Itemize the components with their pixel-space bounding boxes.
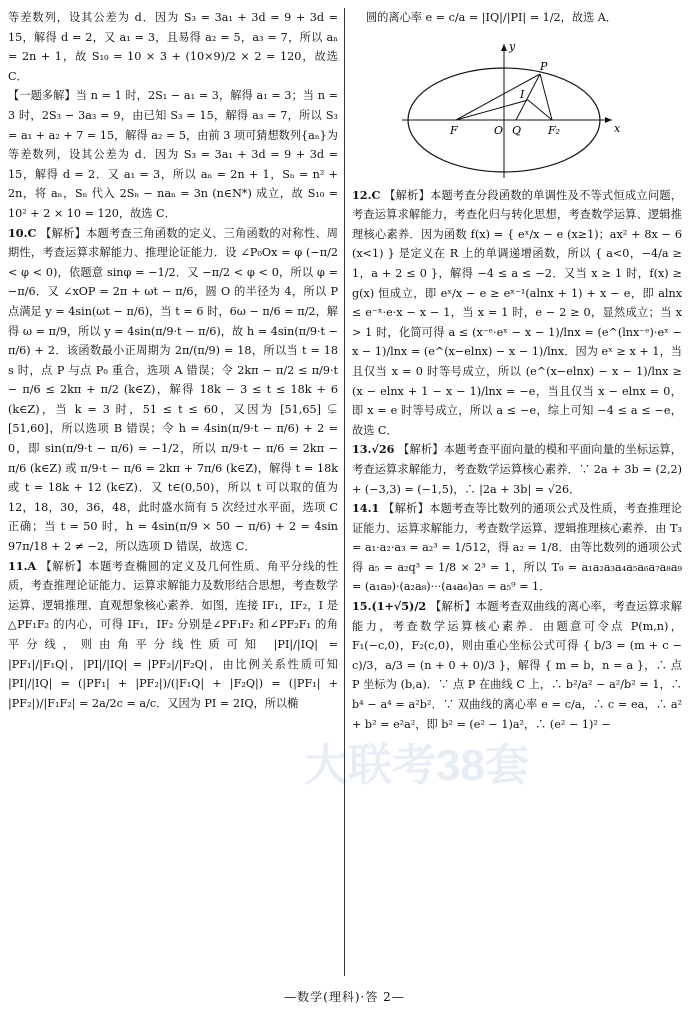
label-Q: Q bbox=[512, 123, 522, 137]
right-column bbox=[352, 8, 682, 734]
label-O: O bbox=[494, 123, 504, 137]
x-axis-arrow bbox=[605, 117, 612, 123]
paragraph-q15 bbox=[352, 597, 682, 734]
segment-IF2 bbox=[528, 100, 552, 120]
question-number-13: 13.√26 bbox=[352, 442, 395, 457]
left-column bbox=[8, 8, 338, 713]
label-F2: F₂ bbox=[548, 123, 561, 137]
paragraph-q9-solution: 等差数列，设其公差为 d．因为 S₃ = 3a₁ + 3d = 9 + 3d = 15，解得 d = 2，又 a₁ = 3，且易得 a₂ = 5，a₃ = 7，所以 aₙ = 2n + 1，故 S₁₀ = 10 × 3 + (10×9)/2 × 2 = 120，故选 C． bbox=[8, 11, 338, 83]
q12-text: 【解析】本题考查分段函数的单调性及不等式恒成立问题，考查运算求解能力，考查化归与转化思想，考查数学运算、逻辑推理核心素养．因为函数 f(x) = { eˣ/x − e (x≥1)；ax² + 8x − 6 (x<1) } 是定义在 R 上的单调递增函数，所以 { a<0，−4/a ≥ 1，a + 2 ≤ 0 }，解得 −4 ≤ a ≤ −2．又当 x ≥ 1 时，f(x) ≥ g(x) 恒成立，即 eˣ/x − e ≥ eˣ⁻¹(alnx + 1) + x − e，即 alnx ≤ e⁻ˣ·e·x − x − 1，当 x = 1 时，e − 2 ≥ 0，显然成立；当 x > 1 时，化简可得 a ≤ (x⁻ᵉ·eˣ − x − 1)/lnx = (e^(lnx⁻ᵉ)·eˣ − x − 1)/lnx = (e^(x−elnx) − x − 1)/lnx．因为 eˣ ≥ x + 1，当且仅当 x = 0 时等号成立，所以 (e^(x−elnx) − x − 1)/lnx ≥ (x − elnx + 1 − x − 1)/lnx = −e，当且仅当 x − elnx = 0，即 x = e 时等号成立，所以 a ≤ −e，综上可知 −4 ≤ a ≤ −e，故选 C． bbox=[352, 188, 682, 437]
segment-PF2 bbox=[540, 74, 552, 120]
page-footer: —数学(理科)·答 2— bbox=[284, 990, 405, 1004]
q13-text: 【解析】本题考查平面向量的模和平面向量的坐标运算，考查运算求解能力，考查数学运算核心素养．∵ 2a + 3b = (2,2) + (−3,3) = (−1,5)，∴ |2a + 3b| = √26． bbox=[352, 443, 682, 496]
q14-text: 【解析】本题考查等比数列的通项公式及性质，考查推理论证能力、运算求解能力，考查数学运算、逻辑推理核心素养．由 T₃ = a₁·a₂·a₃ = a₂³ = 1/512，得 a₂ = 1/8．由等比数列的通项公式得 a₅ = a₂q³ = 1/8 × 2³ = 1，所以 T₉ = a₁a₂a₃a₄a₅a₆a₇a₈a₉ = (a₁a₉)·(a₂a₈)···(a₄a₆)a₅ = a₅⁹ = 1． bbox=[352, 502, 682, 594]
paragraph-q9-alt: 【一题多解】当 n = 1 时，2S₁ − a₁ = 3，解得 a₁ = 3；当 n = 3 时，2S₃ − 3a₃ = 9，由已知 S₃ = 15，解得 a₃ = 7，所以 S₃ = a₁ + a₂ + 7 = 15，解得 a₂ = 5，由前 3 项可猜想数列{aₙ}为等差数列，设其公差为 d．因为 S₃ = 3a₁ + 3d = 9 + 3d = 15，解得 d = 2．又 a₁ = 3，所以 aₙ = 2n + 1，Sₙ = n² + 2n，将 aₙ，Sₙ 代入 2Sₙ − naₙ = 3n (n∈N*) 成立，故 S₁₀ = 10² + 2 × 10 = 120，故选 C． bbox=[8, 89, 338, 220]
label-F: F bbox=[450, 123, 458, 137]
question-number-10: 10.C bbox=[8, 225, 37, 240]
ellipse-figure bbox=[352, 30, 682, 180]
paragraph-q14 bbox=[352, 499, 682, 597]
paragraph-q12 bbox=[352, 186, 682, 441]
watermark-text: 大联考38套 bbox=[304, 741, 529, 790]
question-number-15: 15.(1+√5)/2 bbox=[352, 599, 427, 614]
y-axis-arrow bbox=[501, 44, 507, 51]
paragraph-q11-cont: 圆的离心率 e = c/a = |IQ|/|PI| = 1/2，故选 A． bbox=[366, 11, 618, 24]
q11-text: 【解析】本题考查椭圆的定义及几何性质、角平分线的性质，考查推理论证能力、运算求解能力及数形结合思想，考查数学运算、逻辑推理、直观想象核心素养．如图，连接 IF₁，IF₂，I 是△PF₁F₂ 的内心，可得 IF₁，IF₂ 分别是∠PF₁F₂ 和∠PF₂F₁ 的角平分线，则由角平分线性质可知 |PI|/|IQ| = |PF₁|/|F₁Q|，|PI|/|IQ| = |PF₂|/|F₂Q|，由比例关系性质可知 |PI|/|IQ| = (|PF₁| + |PF₂|)/(|F₁Q| + |F₂Q|) = (|PF₁| + |PF₂|)/|F₁F₂| = 2a/2c = a/c．又因为 PI = 2IQ，所以椭 bbox=[8, 559, 338, 710]
label-P: P bbox=[540, 59, 548, 73]
segment-F1P bbox=[456, 74, 540, 120]
q10-text: 【解析】本题考查三角函数的定义、三角函数的对称性、周期性，考查运算求解能力、推理论证能力．设 ∠P₀Ox = φ (−π/2 < φ < 0)，依题意 sinφ = −1/2．又 −π/2 < φ < 0，所以 φ = −π/6．又 ∠xOP = 2π + ωt − π/6，圆 O 的半径为 4，所以 P 点满足 y = 4sin(ωt − π/6)，当 t = 6 时，6ω − π/6 = π/2，解得 ω = π/9，所以 y = 4sin(π/9·t − π/6)，故 h = 4sin(π/9·t − π/6) + 2．该函数最小正周期为 2π/(π/9) = 18，所以当 t = 18 s 时，点 P 与点 P₀ 重合，选项 A 错误；令 2kπ − π/2 ≤ π/9·t − π/6 ≤ 2kπ + π/2 (k∈Z)，解得 18k − 3 ≤ t ≤ 18k + 6 (k∈Z)，当 k = 3 时，51 ≤ t ≤ 60，又因为 [51,65] ⊊ [51,60]，所以选项 B 错误；令 h = 4sin(π/9·t − π/6) + 2 = 0，即 sin(π/9·t − π/6) = −1/2，所以 π/9·t − π/6 = 2kπ − π/6 (k∈Z) 或 π/9·t − π/6 = 2kπ + 7π/6 (k∈Z)，解得 t = 18k 或 t = 18k + 12 (k∈Z)．又 t∈(0,50)，所以 t 可以取的值为 12，18，30，36，48，此时盛水筒有 5 次经过水平面，选项 C 正确；当 t = 50 时，h = 4sin(π/9 × 50 − π/6) + 2 = 4sin 97π/18 + 2 ≠ −2，所以选项 D 错误，故选 C． bbox=[8, 226, 338, 554]
paragraph-q10 bbox=[8, 224, 338, 557]
question-number-11: 11.A bbox=[8, 558, 37, 573]
question-number-14: 14.1 bbox=[352, 501, 380, 516]
label-y: y bbox=[509, 39, 516, 53]
label-x: x bbox=[614, 121, 621, 135]
label-I: I bbox=[520, 87, 525, 101]
paragraph-q13 bbox=[352, 440, 682, 499]
q15-text: 【解析】本题考查双曲线的离心率，考查运算求解能力，考查数学运算核心素养．由题意可令点 P(m,n)，F₁(−c,0)，F₂(c,0)，则由重心坐标公式可得 { b/3 = (m + c − c)/3，a/3 = (n + 0 + 0)/3 }，解得 { m = b，n = a }，∴ 点 P 坐标为 (b,a)．∵ 点 P 在曲线 C 上，∴ b²/a² − a²/b² = 1，∴ b⁴ − a⁴ = a²b²．∵ 双曲线的离心率 e = c/a，∴ c = ea，∴ a² + b² = e²a²，即 b² = (e² − 1)a²，∴ (e² − 1)² − bbox=[352, 600, 682, 731]
column-divider bbox=[344, 8, 345, 976]
paragraph-q11 bbox=[8, 557, 338, 714]
question-number-12: 12.C bbox=[352, 187, 381, 202]
ellipse-diagram bbox=[352, 30, 682, 180]
